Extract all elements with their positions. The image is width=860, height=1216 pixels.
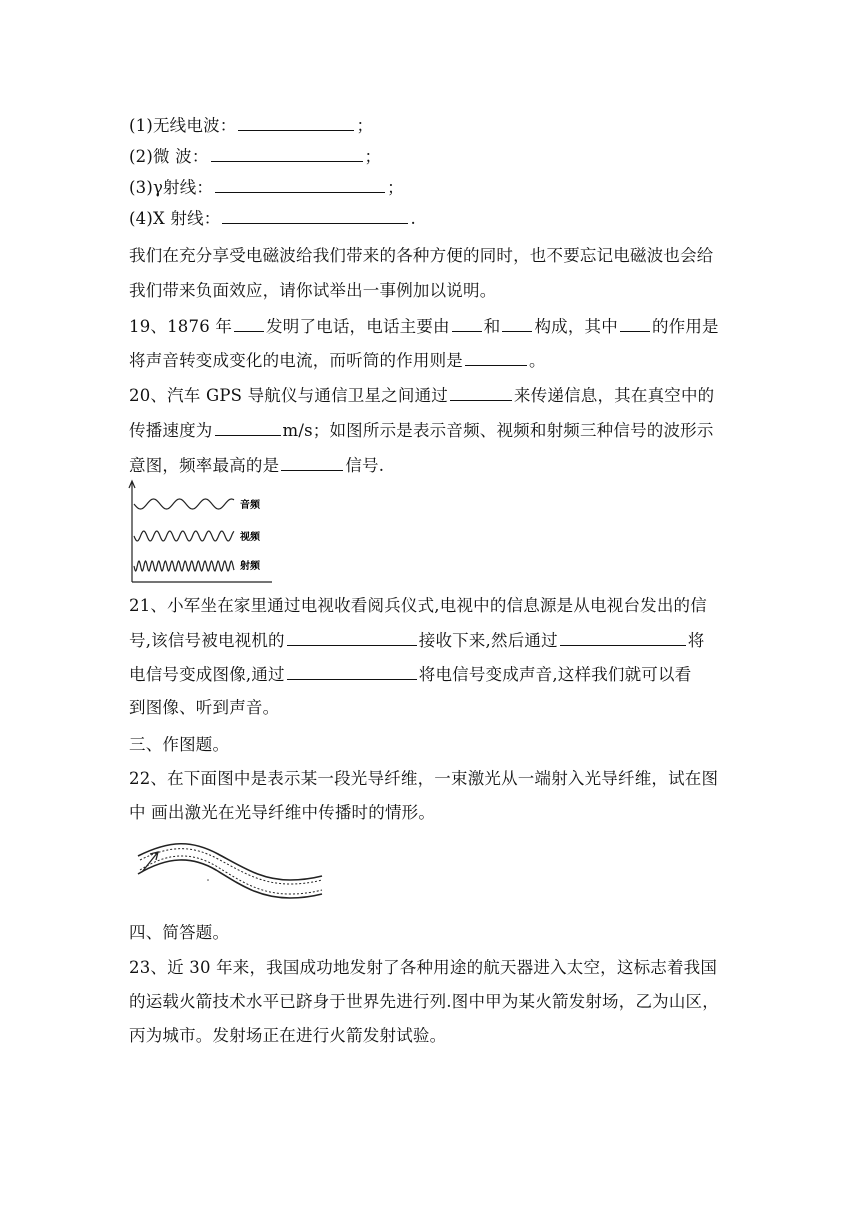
audio-label: 音频 (240, 500, 260, 511)
optical-fiber-figure (130, 834, 326, 906)
q18-item-3 (129, 176, 404, 199)
q19-line-1 (129, 315, 719, 338)
q20-text: 传播速度为 (129, 421, 213, 440)
answer-blank[interactable] (620, 315, 650, 332)
answer-blank[interactable] (215, 176, 385, 193)
q21-line-2 (129, 629, 705, 652)
q21-line-3 (129, 663, 691, 686)
q21-line-4: 到图像、听到声音。 (129, 698, 280, 717)
section-3-heading: 三、作图题。 (129, 735, 230, 754)
q18-paragraph-line-2: 我们带来负面效应，请你试举出一事例加以说明。 (129, 281, 497, 300)
answer-blank[interactable] (287, 663, 417, 680)
answer-blank[interactable] (238, 114, 354, 131)
q18-item-1 (129, 114, 373, 137)
radio-label: 射频 (240, 561, 260, 572)
q19-text: 将声音转变成变化的电流，而听筒的作用则是 (129, 351, 463, 370)
q21-text: 将 (687, 631, 705, 650)
q18-item-4-end: . (410, 209, 416, 228)
answer-blank[interactable] (281, 454, 343, 471)
small-dot (207, 879, 209, 881)
answer-blank[interactable] (211, 145, 363, 162)
q18-item-1-label: (1)无线电波： (129, 116, 237, 135)
q20-text: 来传递信息，其在真空中的 (513, 386, 715, 405)
q18-item-2 (129, 145, 381, 168)
answer-blank[interactable] (465, 349, 527, 366)
q18-item-3-end: ； (387, 178, 404, 197)
fiber-outer-bottom (138, 860, 322, 898)
q20-line-2 (129, 419, 714, 442)
audio-wave (134, 499, 234, 509)
q18-item-2-end: ； (364, 147, 382, 166)
q18-item-2-label: (2)微 波： (129, 147, 209, 166)
q21-text: 电信号变成图像,通过 (129, 665, 285, 684)
q23-line-1: 23、近 30 年来，我国成功地发射了各种用途的航天器进入太空，这标志着我国 (129, 958, 718, 977)
q22-line-2: 中 画出激光在光导纤维中传播时的情形。 (129, 803, 436, 822)
q19-text: 的作用是 (651, 317, 719, 336)
waveform-figure (122, 478, 282, 586)
answer-blank[interactable] (450, 384, 512, 401)
q19-text: 19、1876 年 (129, 317, 233, 336)
q20-text: 意图，频率最高的是 (129, 456, 280, 475)
section-4-heading: 四、简答题。 (129, 923, 230, 942)
q21-text: 将电信号变成声音,这样我们就可以看 (418, 665, 692, 684)
q20-line-1 (129, 384, 714, 407)
answer-blank[interactable] (234, 315, 264, 332)
q22-line-1: 22、在下面图中是表示某一段光导纤维，一束激光从一端射入光导纤维，试在图 (129, 769, 719, 788)
q19-line-2 (129, 349, 546, 372)
q18-paragraph-line-1: 我们在充分享受电磁波给我们带来的各种方便的同时，也不要忘记电磁波也会给 (129, 246, 714, 265)
q21-line-1: 21、小军坐在家里通过电视收看阅兵仪式,电视中的信息源是从电视台发出的信 (129, 596, 707, 615)
answer-blank[interactable] (452, 315, 482, 332)
q20-text: m/s；如图所示是表示音频、视频和射频三种信号的波形示 (282, 421, 714, 440)
q18-item-3-label: (3)γ射线： (129, 178, 214, 197)
answer-blank[interactable] (222, 207, 408, 224)
q18-item-1-end: ； (356, 116, 374, 135)
q19-text: 和 (483, 317, 501, 336)
q20-text: 信号. (345, 456, 385, 475)
answer-blank[interactable] (215, 419, 281, 436)
q23-line-3: 丙为城市。发射场正在进行火箭发射试验。 (129, 1026, 447, 1045)
q23-line-2: 的运载火箭技术水平已跻身于世界先进行列.图中甲为某火箭发射场，乙为山区， (129, 992, 719, 1011)
answer-blank[interactable] (502, 315, 532, 332)
q19-text: 发明了电话，电话主要由 (266, 317, 450, 336)
q19-text: 。 (529, 351, 546, 370)
q18-item-4-label: (4)X 射线： (129, 209, 221, 228)
q19-text: 构成，其中 (534, 317, 618, 336)
answer-blank[interactable] (287, 629, 417, 646)
q20-line-3 (129, 454, 384, 477)
answer-blank[interactable] (560, 629, 686, 646)
radio-wave (134, 561, 234, 571)
q21-text: 号,该信号被电视机的 (129, 631, 285, 650)
video-label: 视频 (240, 532, 260, 543)
q20-text: 20、汽车 GPS 导航仪与通信卫星之间通过 (129, 386, 448, 405)
q21-text: 接收下来,然后通过 (418, 631, 558, 650)
video-wave (134, 531, 234, 541)
q18-item-4 (129, 207, 416, 230)
